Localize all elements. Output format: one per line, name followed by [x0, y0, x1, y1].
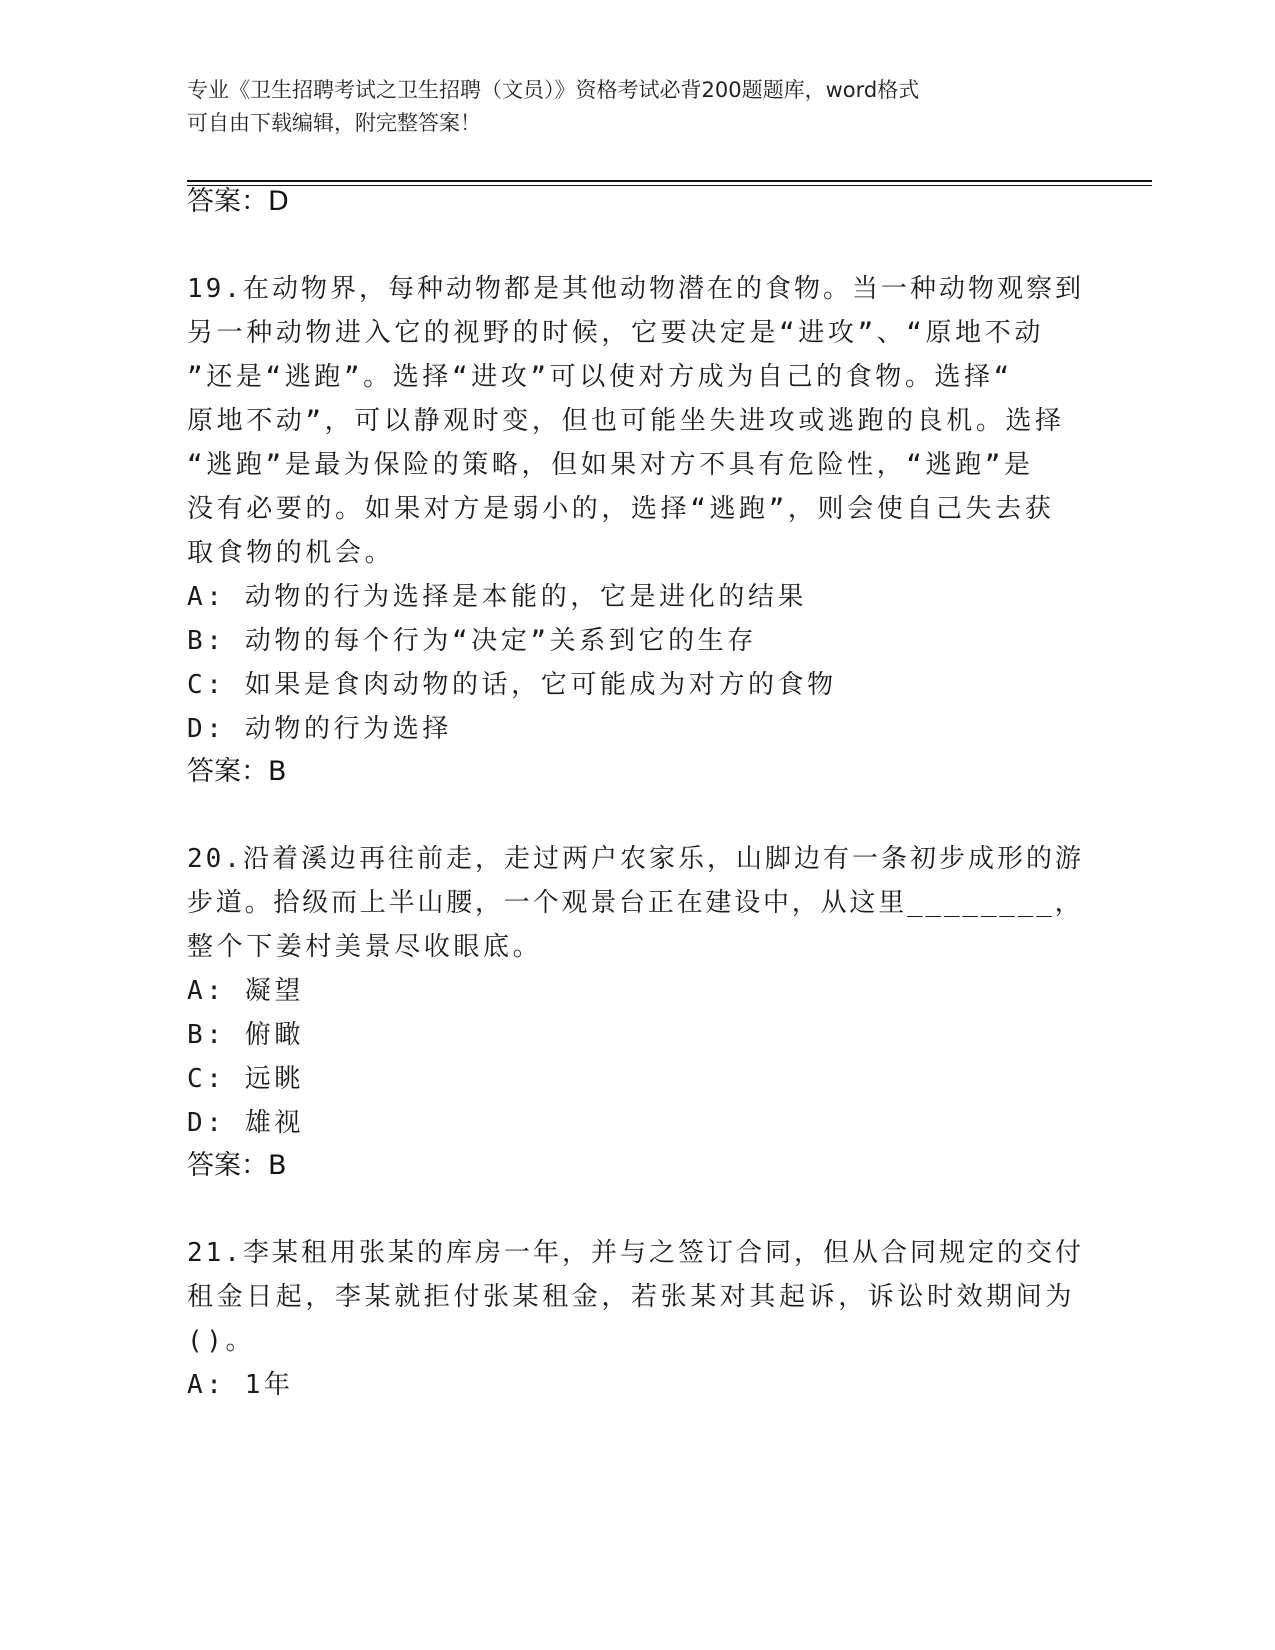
header-line-1: 专业《卫生招聘考试之卫生招聘（文员）》资格考试必背200题题库，word格式: [187, 78, 920, 102]
question-19-line-2: 另一种动物进入它的视野的时候，它要决定是“进攻”、“原地不动: [187, 318, 1044, 348]
question-19-answer: 答案：B: [187, 756, 287, 787]
question-20-option-d: D: 雄视: [187, 1108, 304, 1138]
answer-previous: 答案：D: [187, 186, 289, 217]
question-20-answer: 答案：B: [187, 1150, 287, 1181]
question-21-option-a: A: 1年: [187, 1370, 294, 1400]
header-divider-thick: [187, 180, 1152, 182]
question-21-line-2: 租金日起，李某就拒付张某租金，若张某对其起诉，诉讼时效期间为: [187, 1282, 1076, 1312]
header-line-2: 可自由下载编辑，附完整答案！: [187, 111, 481, 135]
question-20-option-b: B: 俯瞰: [187, 1020, 304, 1050]
question-20-option-a: A: 凝望: [187, 976, 304, 1006]
question-19-line-3: ”还是“逃跑”。选择“进攻”可以使对方成为自己的食物。选择“: [187, 362, 1013, 392]
document-header: [187, 74, 1087, 140]
question-19-line-4: 原地不动”，可以静观时变，但也可能坐失进攻或逃跑的良机。选择: [187, 406, 1065, 436]
question-19-line-1: 19.在动物界，每种动物都是其他动物潜在的食物。当一种动物观察到: [187, 274, 1084, 304]
question-19-option-a: A: 动物的行为选择是本能的，它是进化的结果: [187, 582, 808, 612]
question-19-line-5: “逃跑”是最为保险的策略，但如果对方不具有危险性，“逃跑”是: [187, 450, 1034, 480]
question-19-option-d: D: 动物的行为选择: [187, 714, 452, 744]
question-19-line-7: 取食物的机会。: [187, 538, 395, 568]
question-19-option-c: C: 如果是食肉动物的话，它可能成为对方的食物: [187, 670, 837, 700]
question-20-line-2: 步道。拾级而上半山腰，一个观景台正在建设中，从这里________，: [187, 888, 1084, 918]
question-19-line-6: 没有必要的。如果对方是弱小的，选择“逃跑”，则会使自己失去获: [187, 494, 1055, 524]
question-19-option-b: B: 动物的每个行为“决定”关系到它的生存: [187, 626, 757, 656]
question-20-line-3: 整个下姜村美景尽收眼底。: [187, 932, 543, 962]
header-divider-thin: [187, 185, 1152, 186]
question-21-line-1: 21.李某租用张某的库房一年，并与之签订合同，但从合同规定的交付: [187, 1238, 1084, 1268]
question-21-line-3: ()。: [187, 1326, 256, 1356]
question-20-option-c: C: 远眺: [187, 1064, 304, 1094]
question-20-line-1: 20.沿着溪边再往前走，走过两户农家乐，山脚边有一条初步成形的游: [187, 844, 1084, 874]
